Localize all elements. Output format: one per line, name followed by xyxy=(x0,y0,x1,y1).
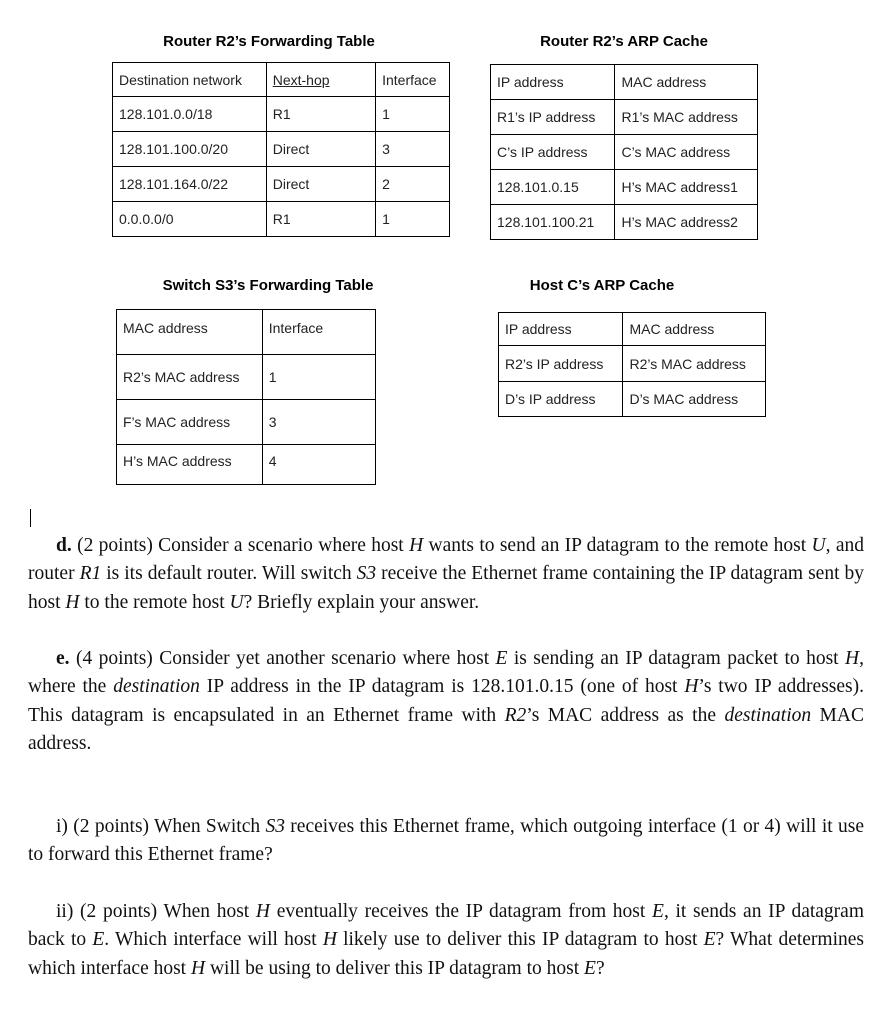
header-ip-address: IP address xyxy=(499,313,623,346)
table-cell: 128.101.0.15 xyxy=(491,170,615,205)
table-cell: R2’s MAC address xyxy=(623,346,766,382)
table-cell: 1 xyxy=(376,202,450,237)
header-interface: Interface xyxy=(376,63,450,97)
table-cell: R1 xyxy=(266,202,375,237)
header-mac-address: MAC address xyxy=(117,310,263,355)
question-e-ii: ii) (2 points) When host H eventually receives the IP datagram from host E, it sends an IP datagram back to E. Which interface will host H likely use to deliver this IP datagram to host E? What determines which interface host H will be using to deliver this IP datagram to host E? xyxy=(28,901,864,979)
table-header-row xyxy=(491,65,758,100)
table-cell: 2 xyxy=(376,167,450,202)
host-arp-cache-title: Host C’s ARP Cache xyxy=(529,277,675,294)
router-arp-cache-table xyxy=(490,64,758,240)
header-interface: Interface xyxy=(262,310,375,355)
table-cell: Direct xyxy=(266,167,375,202)
table-row xyxy=(113,167,450,202)
table-row xyxy=(113,97,450,132)
table-row xyxy=(113,202,450,237)
table-cell: R2’s IP address xyxy=(499,346,623,382)
table-cell: C’s MAC address xyxy=(615,135,758,170)
switch-forwarding-table xyxy=(116,309,376,485)
table-cell: 4 xyxy=(262,445,375,485)
router-forwarding-table xyxy=(112,62,450,237)
table-cell: 3 xyxy=(262,400,375,445)
header-next-hop: Next-hop xyxy=(266,63,375,97)
table-cell: F’s MAC address xyxy=(117,400,263,445)
table-header-row xyxy=(117,310,376,355)
router-forwarding-table-title: Router R2’s Forwarding Table xyxy=(163,33,375,50)
table-cell: R1’s IP address xyxy=(491,100,615,135)
header-mac-address: MAC address xyxy=(623,313,766,346)
host-arp-cache-table xyxy=(498,312,766,417)
table-row xyxy=(113,132,450,167)
table-cell: R1’s MAC address xyxy=(615,100,758,135)
table-cell: 128.101.164.0/22 xyxy=(113,167,267,202)
table-cell: 1 xyxy=(262,355,375,400)
switch-forwarding-table-title: Switch S3’s Forwarding Table xyxy=(162,277,374,294)
question-d: d. (2 points) Consider a scenario where host H wants to send an IP datagram to the remote host U, and router R1 is its default router. Will switch S3 receive the Ethernet frame containing the IP datagram sent by host H to the remote host U? Briefly explain your answer. xyxy=(28,535,865,613)
table-cell: 128.101.100.21 xyxy=(491,205,615,240)
question-e-i: i) (2 points) When Switch S3 receives this Ethernet frame, which outgoing interface (1 or 4) will it use to forward this Ethernet frame? xyxy=(28,816,865,866)
table-cell: D’s MAC address xyxy=(623,382,766,417)
table-header-row xyxy=(113,63,450,97)
table-cell: R2’s MAC address xyxy=(117,355,263,400)
table-cell: 1 xyxy=(376,97,450,132)
table-cell: 128.101.0.0/18 xyxy=(113,97,267,132)
table-row xyxy=(491,205,758,240)
question-d-label: d. xyxy=(56,535,72,556)
table-row xyxy=(491,135,758,170)
question-e-label: e. xyxy=(56,648,70,669)
question-e: e. (4 points) Consider yet another scenario where host E is sending an IP datagram packet to host H, where the destination IP address in the IP datagram is 128.101.0.15 (one of host H’s two IP addresses). This datagram is encapsulated in an Ethernet frame with R2’s MAC address as the destination MAC address. xyxy=(28,648,864,754)
text-cursor xyxy=(30,509,31,527)
header-ip-address: IP address xyxy=(491,65,615,100)
table-cell: 128.101.100.0/20 xyxy=(113,132,267,167)
table-row xyxy=(117,445,376,485)
table-cell: Direct xyxy=(266,132,375,167)
table-row xyxy=(499,382,766,417)
table-cell: 3 xyxy=(376,132,450,167)
table-row xyxy=(117,355,376,400)
header-mac-address: MAC address xyxy=(615,65,758,100)
header-destination-network: Destination network xyxy=(113,63,267,97)
table-cell: H’s MAC address xyxy=(117,445,263,485)
table-cell: H’s MAC address2 xyxy=(615,205,758,240)
table-row xyxy=(117,400,376,445)
table-cell: 0.0.0.0/0 xyxy=(113,202,267,237)
table-row xyxy=(491,100,758,135)
table-row xyxy=(491,170,758,205)
router-arp-cache-title: Router R2’s ARP Cache xyxy=(540,33,708,50)
table-header-row xyxy=(499,313,766,346)
table-cell: R1 xyxy=(266,97,375,132)
table-cell: C’s IP address xyxy=(491,135,615,170)
table-cell: H’s MAC address1 xyxy=(615,170,758,205)
table-row xyxy=(499,346,766,382)
table-cell: D’s IP address xyxy=(499,382,623,417)
